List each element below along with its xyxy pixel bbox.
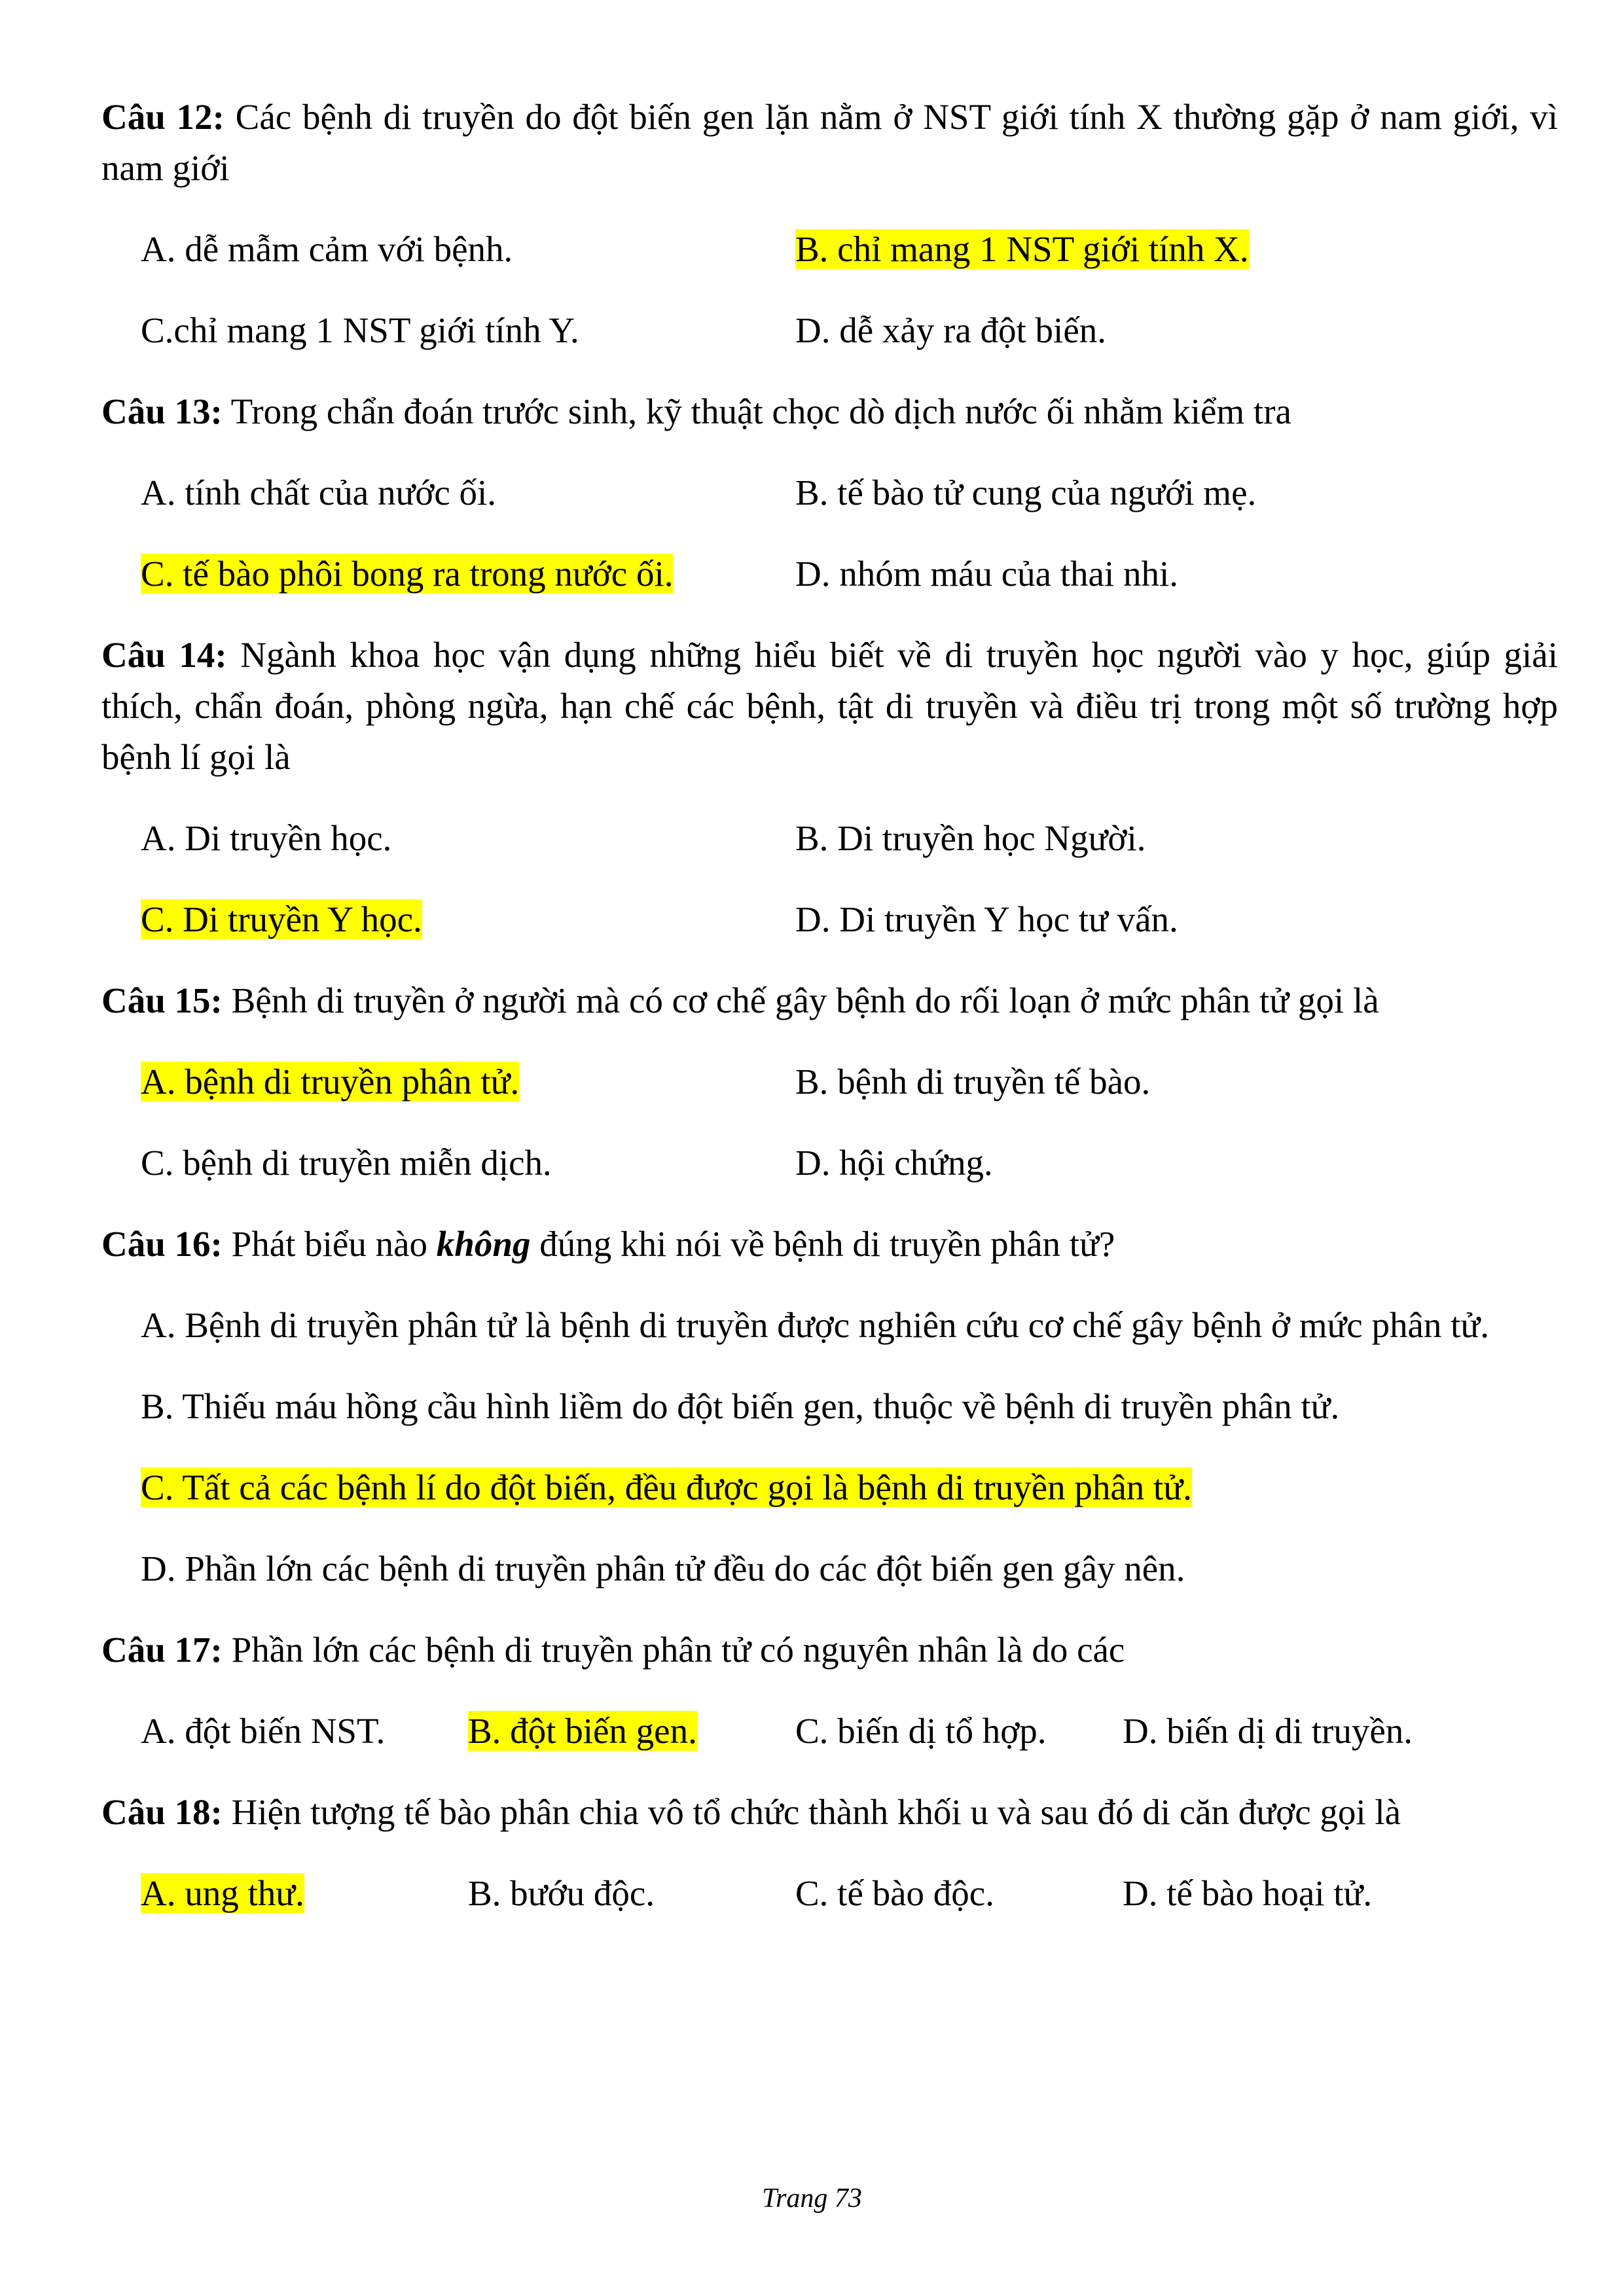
- question-number: Câu 12:: [101, 97, 225, 137]
- answer-b: B. tế bào tử cung của ngưới mẹ.: [795, 473, 1257, 512]
- answer-b: B. bệnh di truyền tế bào.: [795, 1062, 1151, 1102]
- answer-row: [141, 1868, 1558, 1919]
- answer-c-correct: C. Di truyền Y học.: [141, 899, 422, 939]
- answer-a: A. tính chất của nước ối.: [141, 473, 497, 512]
- answer-d: D. Phần lớn các bệnh di truyền phân tử đều do các đột biến gen gây nên.: [141, 1549, 1185, 1588]
- question-12: [101, 92, 1558, 194]
- question-number: Câu 17:: [101, 1630, 223, 1670]
- question-text: Các bệnh di truyền do đột biến gen lặn nằm ở NST giới tính X thường gặp ở nam giới, vì nam giới: [101, 97, 1558, 188]
- answer-c: C. bệnh di truyền miễn dịch.: [141, 1143, 552, 1183]
- question-13: [101, 386, 1558, 437]
- question-14: [101, 630, 1558, 783]
- question-text: Trong chẩn đoán trước sinh, kỹ thuật chọc dò dịch nước ối nhằm kiểm tra: [222, 391, 1291, 431]
- answer-row: [141, 467, 1558, 518]
- question-number: Câu 18:: [101, 1792, 223, 1832]
- question-number: Câu 14:: [101, 635, 227, 675]
- answer-row: [141, 1138, 1558, 1189]
- question-17: [101, 1624, 1558, 1676]
- answer-row: [141, 224, 1558, 275]
- question-text: Hiện tượng tế bào phân chia vô tổ chức thành khối u và sau đó di căn được gọi là: [222, 1792, 1401, 1832]
- answer-a: A. Bệnh di truyền phân tử là bệnh di truyền được nghiên cứu cơ chế gây bệnh ở mức phân tử.: [141, 1305, 1489, 1345]
- question-16: [101, 1219, 1558, 1270]
- question-15: [101, 975, 1558, 1026]
- answer-a: A. Di truyền học.: [141, 818, 392, 858]
- negation-emphasis: không: [436, 1224, 531, 1264]
- answer-row: [141, 548, 1558, 600]
- answer-a-correct: A. ung thư.: [141, 1873, 304, 1913]
- answer-c: C.chỉ mang 1 NST giới tính Y.: [141, 310, 579, 350]
- answer-b: B. bướu độc.: [468, 1873, 655, 1913]
- question-number: Câu 15:: [101, 980, 223, 1020]
- answer-d: D. tế bào hoại tử.: [1123, 1873, 1373, 1913]
- answer-a-correct: A. bệnh di truyền phân tử.: [141, 1062, 520, 1102]
- question-text: Bệnh di truyền ở người mà có cơ chế gây bệnh do rối loạn ở mức phân tử gọi là: [222, 980, 1379, 1020]
- question-text: đúng khi nói về bệnh di truyền phân tử?: [530, 1224, 1115, 1264]
- answer-d: D. Di truyền Y học tư vấn.: [795, 899, 1178, 939]
- answer-row: [141, 894, 1558, 945]
- answer-b: B. Thiếu máu hồng cầu hình liềm do đột biến gen, thuộc về bệnh di truyền phân tử.: [141, 1386, 1340, 1426]
- answer-d: D. biến dị di truyền.: [1123, 1711, 1413, 1751]
- question-number: Câu 16:: [101, 1224, 223, 1264]
- question-number: Câu 13:: [101, 391, 223, 431]
- question-text: Ngành khoa học vận dụng những hiểu biết về di truyền học người vào y học, giúp giải thích, chẩn đoán, phòng ngừa, hạn chế các bệnh, tật di truyền và điều trị trong một số trường hợp bệnh lí gọi là: [101, 635, 1558, 777]
- answer-b-correct: B. chỉ mang 1 NST giới tính X.: [795, 229, 1249, 269]
- answer-b-correct: B. đột biến gen.: [468, 1711, 697, 1751]
- answer-row: [141, 1706, 1558, 1757]
- question-18: [101, 1787, 1558, 1838]
- question-text: Phần lớn các bệnh di truyền phân tử có nguyên nhân là do các: [222, 1630, 1125, 1670]
- document-page: [101, 92, 1558, 1949]
- answer-c-correct: C. tế bào phôi bong ra trong nước ối.: [141, 554, 674, 594]
- answer-d: D. dễ xảy ra đột biến.: [795, 310, 1106, 350]
- answer-d: D. nhóm máu của thai nhi.: [795, 554, 1179, 594]
- answer-row: [141, 305, 1558, 356]
- answer-a: A. dễ mẫm cảm với bệnh.: [141, 229, 513, 269]
- answer-c: C. biến dị tổ hợp.: [795, 1711, 1047, 1751]
- answer-b: B. Di truyền học Người.: [795, 818, 1146, 858]
- answer-d: D. hội chứng.: [795, 1143, 993, 1183]
- answer-c: C. tế bào độc.: [795, 1873, 994, 1913]
- question-text: Phát biểu nào: [222, 1224, 437, 1264]
- page-number: Trang 73: [762, 2183, 862, 2214]
- answer-c-correct: C. Tất cả các bệnh lí do đột biến, đều được gọi là bệnh di truyền phân tử.: [141, 1467, 1192, 1507]
- answer-a: A. đột biến NST.: [141, 1711, 386, 1751]
- answer-row: [141, 813, 1558, 864]
- answer-row: [141, 1056, 1558, 1107]
